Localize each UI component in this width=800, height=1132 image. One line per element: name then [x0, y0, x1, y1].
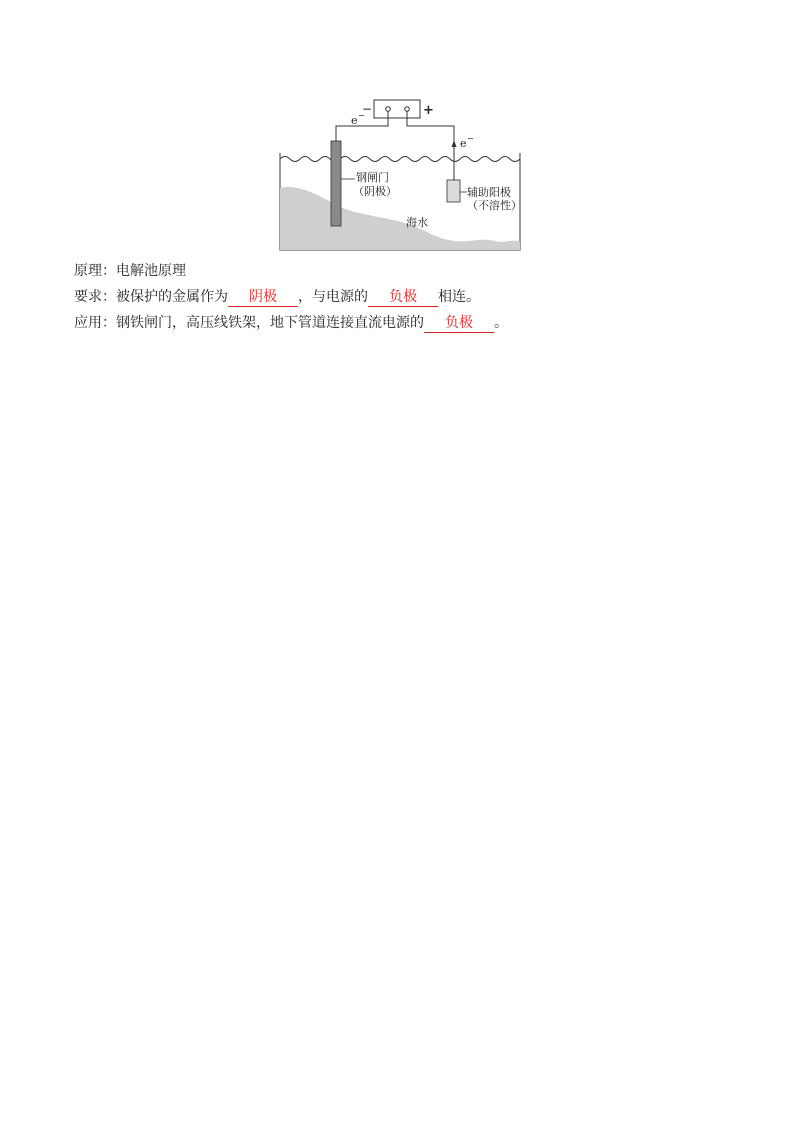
electron-sup-left: − — [358, 111, 365, 120]
steel-gate — [331, 141, 341, 226]
negative-terminal — [386, 107, 391, 112]
requirement-label: 要求： — [74, 289, 116, 305]
electron-sup-right: − — [467, 134, 474, 143]
anode-property-label: （不溶性） — [467, 199, 522, 212]
principle-label: 原理： — [74, 263, 116, 279]
requirement-text-2: ，与电源的 — [298, 289, 368, 305]
requirement-line — [74, 287, 480, 307]
application-label: 应用： — [74, 315, 116, 331]
wire-to-anode — [407, 111, 454, 180]
minus-sign: − — [362, 102, 373, 116]
gate-label: 钢闸门 — [356, 171, 389, 184]
requirement-text-3: 相连。 — [438, 289, 480, 305]
seawater-label: 海水 — [406, 216, 428, 229]
application-text-1: 钢铁闸门，高压线铁架，地下管道连接直流电源的 — [116, 315, 424, 331]
application-line — [74, 313, 508, 333]
auxiliary-anode — [447, 180, 460, 202]
requirement-text-1: 被保护的金属作为 — [116, 289, 228, 305]
electron-flow-arrow — [452, 140, 457, 147]
principle-text: 电解池原理 — [116, 263, 186, 279]
anode-label: 辅助阳极 — [467, 186, 511, 199]
application-text-2: 。 — [494, 315, 508, 331]
positive-terminal — [405, 107, 410, 112]
cathodic-protection-diagram — [270, 95, 530, 255]
dc-power-supply — [374, 100, 420, 118]
answer-blank-cathode: 阴极 — [228, 289, 298, 307]
electron-label-left: e — [351, 114, 358, 127]
gate-role-label: （阴极） — [353, 185, 397, 198]
answer-blank-negative-2: 负极 — [424, 315, 494, 333]
water-surface — [280, 157, 520, 162]
answer-blank-negative-1: 负极 — [368, 289, 438, 307]
electron-label-right: e — [460, 137, 467, 150]
principle-line — [74, 261, 186, 281]
plus-sign: + — [423, 103, 434, 118]
